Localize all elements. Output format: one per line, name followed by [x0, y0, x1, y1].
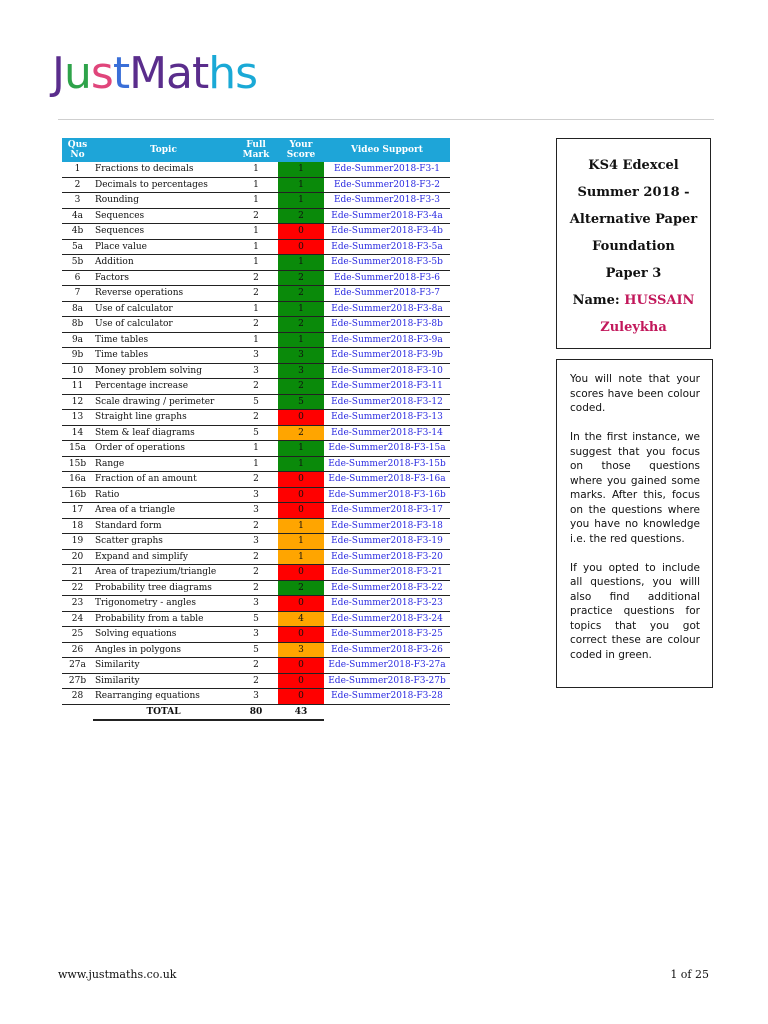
score-cell: 1	[278, 549, 324, 565]
full-mark: 3	[234, 627, 278, 643]
total-spacer	[62, 704, 93, 720]
full-mark: 5	[234, 425, 278, 441]
table-row	[62, 518, 450, 534]
colour-coding-notes	[556, 359, 713, 688]
full-mark: 1	[234, 441, 278, 457]
exam-board: KS4 Edexcel	[588, 158, 679, 173]
video-support-link[interactable]: Ede-Summer2018-F3-15b	[324, 456, 450, 472]
video-support-link[interactable]: Ede-Summer2018-F3-9b	[324, 348, 450, 364]
full-mark: 2	[234, 580, 278, 596]
video-support-link[interactable]: Ede-Summer2018-F3-16b	[324, 487, 450, 503]
question-number: 27a	[62, 658, 93, 674]
header-full-mark: Full Mark	[234, 138, 278, 162]
question-number: 19	[62, 534, 93, 550]
full-mark: 2	[234, 472, 278, 488]
table-row	[62, 394, 450, 410]
table-row	[62, 549, 450, 565]
table-row	[62, 270, 450, 286]
full-mark: 1	[234, 162, 278, 177]
full-mark: 2	[234, 565, 278, 581]
question-number: 27b	[62, 673, 93, 689]
question-number: 4b	[62, 224, 93, 240]
full-mark: 5	[234, 642, 278, 658]
video-support-link[interactable]: Ede-Summer2018-F3-3	[324, 193, 450, 209]
score-cell: 1	[278, 518, 324, 534]
header-video-support: Video Support	[324, 138, 450, 162]
exam-series: Summer 2018 -	[577, 185, 690, 200]
topic-name: Fractions to decimals	[93, 162, 234, 177]
table-row	[62, 487, 450, 503]
question-number: 12	[62, 394, 93, 410]
question-number: 28	[62, 689, 93, 705]
full-mark: 3	[234, 534, 278, 550]
table-row	[62, 177, 450, 193]
video-support-link[interactable]: Ede-Summer2018-F3-21	[324, 565, 450, 581]
full-mark: 3	[234, 596, 278, 612]
table-row	[62, 224, 450, 240]
question-number: 16a	[62, 472, 93, 488]
question-number: 5b	[62, 255, 93, 271]
score-cell: 0	[278, 410, 324, 426]
table-header-row	[62, 138, 450, 162]
video-support-link[interactable]: Ede-Summer2018-F3-11	[324, 379, 450, 395]
score-cell: 1	[278, 193, 324, 209]
topic-name: Ratio	[93, 487, 234, 503]
topic-name: Area of trapezium/triangle	[93, 565, 234, 581]
total-spacer	[324, 704, 450, 720]
topic-name: Probability from a table	[93, 611, 234, 627]
total-row	[62, 704, 450, 720]
student-surname: HUSSAIN	[624, 293, 695, 308]
score-cell: 1	[278, 456, 324, 472]
topic-name: Addition	[93, 255, 234, 271]
video-support-link[interactable]: Ede-Summer2018-F3-20	[324, 549, 450, 565]
question-number: 21	[62, 565, 93, 581]
video-support-link[interactable]: Ede-Summer2018-F3-6	[324, 270, 450, 286]
score-cell: 1	[278, 534, 324, 550]
question-number: 25	[62, 627, 93, 643]
table-row	[62, 255, 450, 271]
question-number: 9a	[62, 332, 93, 348]
question-number: 16b	[62, 487, 93, 503]
topic-name: Use of calculator	[93, 317, 234, 333]
full-mark: 1	[234, 239, 278, 255]
table-row	[62, 301, 450, 317]
score-cell: 0	[278, 689, 324, 705]
topic-name: Standard form	[93, 518, 234, 534]
score-cell: 3	[278, 363, 324, 379]
topic-name: Order of operations	[93, 441, 234, 457]
score-cell: 1	[278, 332, 324, 348]
student-first-name: Zuleykha	[600, 320, 667, 335]
topic-name: Solving equations	[93, 627, 234, 643]
header-your-score: Your Score	[278, 138, 324, 162]
topic-name: Scale drawing / perimeter	[93, 394, 234, 410]
note-paragraph-1: You will note that your scores have been colour coded.	[570, 373, 700, 414]
video-support-link[interactable]: Ede-Summer2018-F3-18	[324, 518, 450, 534]
video-support-link[interactable]: Ede-Summer2018-F3-19	[324, 534, 450, 550]
full-mark: 1	[234, 456, 278, 472]
question-number: 18	[62, 518, 93, 534]
video-support-link[interactable]: Ede-Summer2018-F3-4a	[324, 208, 450, 224]
full-mark: 2	[234, 673, 278, 689]
video-support-link[interactable]: Ede-Summer2018-F3-17	[324, 503, 450, 519]
paper-variant: Alternative Paper	[569, 212, 698, 227]
full-mark: 3	[234, 487, 278, 503]
video-support-link[interactable]: Ede-Summer2018-F3-26	[324, 642, 450, 658]
question-number: 9b	[62, 348, 93, 364]
video-support-link[interactable]: Ede-Summer2018-F3-27a	[324, 658, 450, 674]
table-row	[62, 611, 450, 627]
video-support-link[interactable]: Ede-Summer2018-F3-1	[324, 162, 450, 177]
topic-name: Time tables	[93, 332, 234, 348]
score-cell: 3	[278, 348, 324, 364]
topic-name: Similarity	[93, 673, 234, 689]
topic-name: Place value	[93, 239, 234, 255]
question-number: 8b	[62, 317, 93, 333]
question-number: 24	[62, 611, 93, 627]
video-support-link[interactable]: Ede-Summer2018-F3-23	[324, 596, 450, 612]
topic-name: Range	[93, 456, 234, 472]
topic-name: Area of a triangle	[93, 503, 234, 519]
header-divider	[58, 119, 714, 120]
table-row	[62, 286, 450, 302]
video-support-link[interactable]: Ede-Summer2018-F3-22	[324, 580, 450, 596]
table-row	[62, 503, 450, 519]
full-mark: 5	[234, 611, 278, 627]
table-row	[62, 363, 450, 379]
score-cell: 0	[278, 503, 324, 519]
score-cell: 2	[278, 379, 324, 395]
score-cell: 0	[278, 673, 324, 689]
full-mark: 1	[234, 332, 278, 348]
full-mark: 2	[234, 379, 278, 395]
score-cell: 1	[278, 441, 324, 457]
table-row	[62, 673, 450, 689]
table-row	[62, 580, 450, 596]
topic-name: Sequences	[93, 208, 234, 224]
video-support-link[interactable]: Ede-Summer2018-F3-12	[324, 394, 450, 410]
tier: Foundation	[592, 239, 675, 254]
score-cell: 2	[278, 286, 324, 302]
question-number: 23	[62, 596, 93, 612]
table-row	[62, 534, 450, 550]
score-cell: 4	[278, 611, 324, 627]
score-cell: 0	[278, 596, 324, 612]
full-mark: 2	[234, 410, 278, 426]
full-mark: 2	[234, 518, 278, 534]
score-cell: 2	[278, 580, 324, 596]
table-row	[62, 193, 450, 209]
question-number: 17	[62, 503, 93, 519]
question-number: 11	[62, 379, 93, 395]
video-support-link[interactable]: Ede-Summer2018-F3-5b	[324, 255, 450, 271]
table-row	[62, 565, 450, 581]
topic-name: Probability tree diagrams	[93, 580, 234, 596]
paper-info-box	[556, 138, 711, 349]
topic-name: Reverse operations	[93, 286, 234, 302]
video-support-link[interactable]: Ede-Summer2018-F3-25	[324, 627, 450, 643]
full-mark: 1	[234, 177, 278, 193]
logo-letter: h	[208, 48, 236, 99]
table-row	[62, 348, 450, 364]
topic-name: Money problem solving	[93, 363, 234, 379]
note-paragraph-3: If you opted to include all questions, you willl also find additional practice questions for topics that you got correct these are colour coded in green.	[570, 561, 700, 661]
video-support-link[interactable]: Ede-Summer2018-F3-28	[324, 689, 450, 705]
score-cell: 0	[278, 239, 324, 255]
question-number: 22	[62, 580, 93, 596]
full-mark: 3	[234, 689, 278, 705]
question-number: 26	[62, 642, 93, 658]
table-row	[62, 441, 450, 457]
table-row	[62, 472, 450, 488]
header-topic: Topic	[93, 138, 234, 162]
full-mark: 1	[234, 193, 278, 209]
question-number: 2	[62, 177, 93, 193]
question-number: 5a	[62, 239, 93, 255]
score-cell: 0	[278, 224, 324, 240]
note-paragraph-2: In the first instance, we suggest that you focus on those questions where you gained some marks. After this, focus on the questions where you have no knowledge i.e. the red questions.	[570, 431, 700, 545]
logo-letter: t	[192, 48, 209, 99]
total-score: 43	[278, 704, 324, 720]
score-cell: 2	[278, 270, 324, 286]
question-number: 8a	[62, 301, 93, 317]
score-cell: 1	[278, 162, 324, 177]
topic-name: Sequences	[93, 224, 234, 240]
question-number: 7	[62, 286, 93, 302]
full-mark: 1	[234, 255, 278, 271]
topic-name: Fraction of an amount	[93, 472, 234, 488]
full-mark: 2	[234, 549, 278, 565]
question-number: 1	[62, 162, 93, 177]
score-cell: 1	[278, 301, 324, 317]
full-mark: 2	[234, 658, 278, 674]
question-number: 4a	[62, 208, 93, 224]
score-cell: 0	[278, 658, 324, 674]
full-mark: 2	[234, 317, 278, 333]
video-support-link[interactable]: Ede-Summer2018-F3-27b	[324, 673, 450, 689]
score-cell: 1	[278, 177, 324, 193]
table-row	[62, 317, 450, 333]
table-row	[62, 410, 450, 426]
topic-name: Trigonometry - angles	[93, 596, 234, 612]
score-cell: 0	[278, 487, 324, 503]
table-row	[62, 379, 450, 395]
logo-letter: a	[166, 48, 193, 99]
topic-name: Rounding	[93, 193, 234, 209]
question-number: 13	[62, 410, 93, 426]
topic-name: Angles in polygons	[93, 642, 234, 658]
logo-letter: s	[235, 48, 258, 99]
video-support-link[interactable]: Ede-Summer2018-F3-8b	[324, 317, 450, 333]
video-support-link[interactable]: Ede-Summer2018-F3-10	[324, 363, 450, 379]
justmaths-logo	[52, 48, 258, 99]
table-row	[62, 208, 450, 224]
video-support-link[interactable]: Ede-Summer2018-F3-2	[324, 177, 450, 193]
logo-letter: u	[63, 48, 91, 99]
logo-letter: M	[129, 48, 167, 99]
total-full-mark: 80	[234, 704, 278, 720]
score-cell: 0	[278, 565, 324, 581]
video-support-link[interactable]: Ede-Summer2018-F3-14	[324, 425, 450, 441]
full-mark: 3	[234, 348, 278, 364]
table-row	[62, 456, 450, 472]
logo-letter: s	[90, 48, 113, 99]
full-mark: 3	[234, 363, 278, 379]
video-support-link[interactable]: Ede-Summer2018-F3-15a	[324, 441, 450, 457]
table-row	[62, 425, 450, 441]
table-row	[62, 332, 450, 348]
full-mark: 2	[234, 270, 278, 286]
topic-name: Percentage increase	[93, 379, 234, 395]
score-cell: 2	[278, 317, 324, 333]
topic-name: Factors	[93, 270, 234, 286]
footer-page-number: 1 of 25	[670, 968, 709, 981]
scores-table	[62, 138, 450, 721]
video-support-link[interactable]: Ede-Summer2018-F3-24	[324, 611, 450, 627]
question-number: 15b	[62, 456, 93, 472]
video-support-link[interactable]: Ede-Summer2018-F3-5a	[324, 239, 450, 255]
video-support-link[interactable]: Ede-Summer2018-F3-16a	[324, 472, 450, 488]
video-support-link[interactable]: Ede-Summer2018-F3-9a	[324, 332, 450, 348]
student-name-line	[557, 287, 710, 314]
logo-letter: t	[112, 48, 130, 99]
topic-name: Stem & leaf diagrams	[93, 425, 234, 441]
full-mark: 5	[234, 394, 278, 410]
video-support-link[interactable]: Ede-Summer2018-F3-13	[324, 410, 450, 426]
topic-name: Rearranging equations	[93, 689, 234, 705]
topic-name: Time tables	[93, 348, 234, 364]
score-cell: 2	[278, 425, 324, 441]
question-number: 6	[62, 270, 93, 286]
full-mark: 1	[234, 301, 278, 317]
score-cell: 0	[278, 472, 324, 488]
logo-letter: J	[52, 48, 64, 99]
table-row	[62, 689, 450, 705]
question-number: 3	[62, 193, 93, 209]
topic-name: Expand and simplify	[93, 549, 234, 565]
question-number: 20	[62, 549, 93, 565]
score-cell: 3	[278, 642, 324, 658]
full-mark: 2	[234, 286, 278, 302]
table-row	[62, 627, 450, 643]
table-row	[62, 162, 450, 177]
video-support-link[interactable]: Ede-Summer2018-F3-4b	[324, 224, 450, 240]
topic-name: Similarity	[93, 658, 234, 674]
total-label: TOTAL	[93, 704, 234, 720]
video-support-link[interactable]: Ede-Summer2018-F3-7	[324, 286, 450, 302]
table-row	[62, 596, 450, 612]
question-number: 10	[62, 363, 93, 379]
name-label: Name:	[572, 293, 620, 308]
score-cell: 1	[278, 255, 324, 271]
score-cell: 5	[278, 394, 324, 410]
full-mark: 1	[234, 224, 278, 240]
question-number: 14	[62, 425, 93, 441]
table-row	[62, 658, 450, 674]
paper-number: Paper 3	[605, 266, 662, 281]
score-cell: 2	[278, 208, 324, 224]
footer-website: www.justmaths.co.uk	[58, 968, 177, 981]
score-cell: 0	[278, 627, 324, 643]
full-mark: 2	[234, 208, 278, 224]
topic-name: Scatter graphs	[93, 534, 234, 550]
topic-name: Use of calculator	[93, 301, 234, 317]
question-number: 15a	[62, 441, 93, 457]
full-mark: 3	[234, 503, 278, 519]
video-support-link[interactable]: Ede-Summer2018-F3-8a	[324, 301, 450, 317]
topic-name: Straight line graphs	[93, 410, 234, 426]
table-row	[62, 642, 450, 658]
topic-name: Decimals to percentages	[93, 177, 234, 193]
table-row	[62, 239, 450, 255]
header-qno: Qus No	[62, 138, 93, 162]
